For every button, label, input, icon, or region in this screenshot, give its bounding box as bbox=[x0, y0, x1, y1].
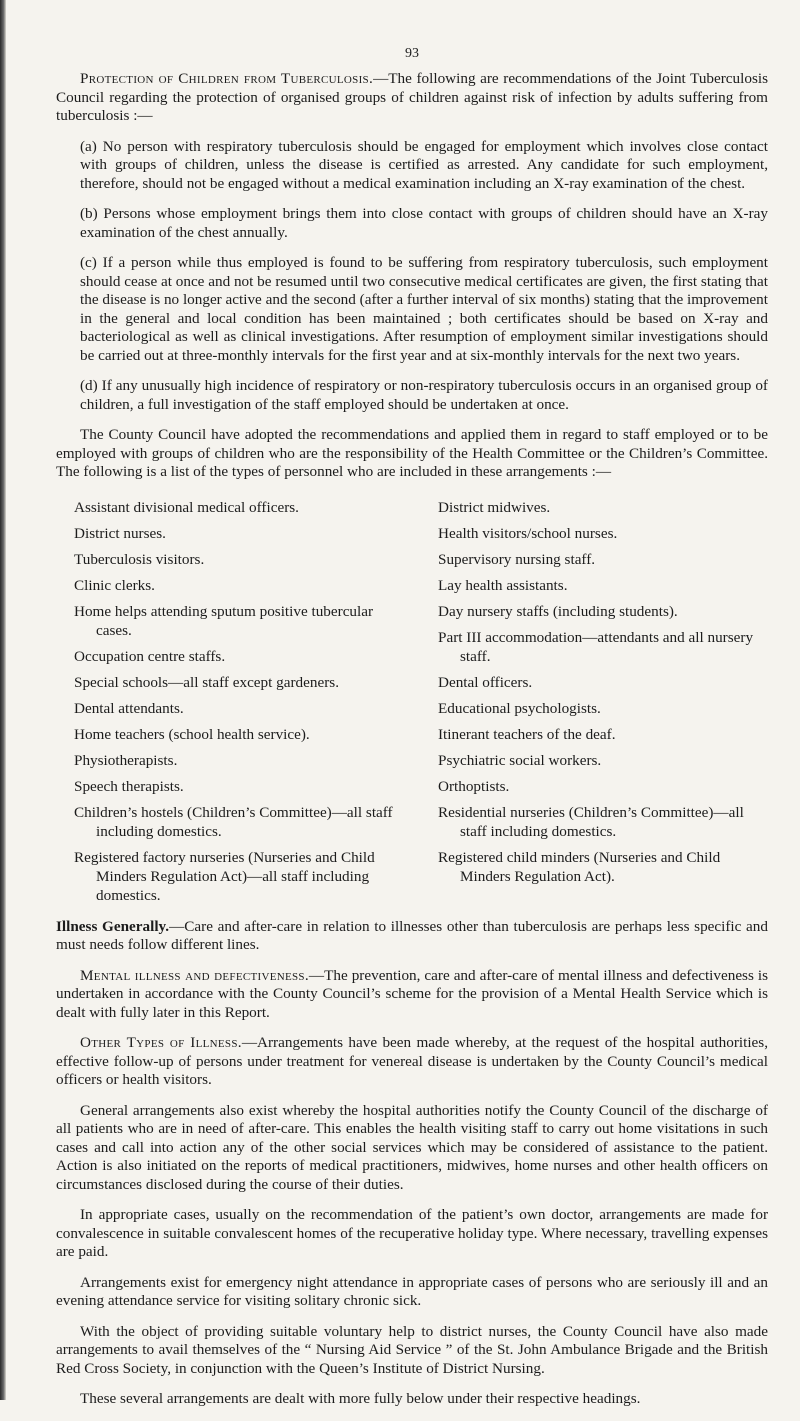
list-item: Educational psychologists. bbox=[438, 699, 601, 717]
list-item: Residential nurseries (Children’s Committee)—all staff including domestics. bbox=[438, 803, 744, 840]
list-item: Physiotherapists. bbox=[74, 751, 178, 769]
personnel-list bbox=[56, 498, 768, 912]
convalescence-paragraph: In appropriate cases, usually on the recommendation of the patient’s own doctor, arrangements are made for convalescence in suitable convalescent homes of the recuperative holiday type. Where necessary, travelling expenses are paid. bbox=[56, 1206, 768, 1260]
list-item: Lay health assistants. bbox=[438, 576, 568, 594]
list-item: Speech therapists. bbox=[74, 777, 184, 795]
intro-heading: Protection of Children from Tuberculosis. bbox=[80, 70, 374, 87]
list-item: Home teachers (school health service). bbox=[74, 725, 310, 743]
list-item: Registered factory nurseries (Nurseries and Child Minders Regulation Act)—all staff including domestics. bbox=[74, 848, 375, 904]
general-arrangements-paragraph: General arrangements also exist whereby the hospital authorities notify the County Council of the discharge of all patients who are in need of after-care. This enables the health visiting staff to carry out home visitations in such cases and call into action any of the other social services which may be considered of assistance to the patient. Action is also initiated on the reports of medical practitioners, midwives, home nurses and other health officers on circumstances disclosed during the course of their duties. bbox=[56, 1101, 768, 1193]
list-item: Psychiatric social workers. bbox=[438, 751, 602, 769]
list-item: District nurses. bbox=[74, 524, 166, 542]
other-illness-paragraph bbox=[56, 1034, 768, 1090]
closing-paragraph: These several arrangements are dealt with more fully below under their respective headings. bbox=[80, 1390, 641, 1407]
personnel-list-right bbox=[438, 498, 768, 912]
personnel-list-left bbox=[56, 498, 400, 912]
recommendation-c: (c) If a person while thus employed is found to be suffering from respiratory tuberculosis, such employment should cease at once and not be resumed until two consecutive medical certificates are given, the first stating that the disease is no longer active and the second (after a further interval of six months) stating that the improvement in the general and local condition has been maintained ; both certificates should be based on X-ray and bacteriological as well as clinical investigations. After resumption of employment similar investigations should be carried out at three-monthly intervals for the first year and at six-monthly intervals for the next two years. bbox=[80, 254, 768, 364]
list-item: Clinic clerks. bbox=[74, 576, 155, 594]
illness-text: —Care and after-care in relation to illnesses other than tuberculosis are perhaps less specific and must needs follow different lines. bbox=[56, 917, 768, 953]
voluntary-help-paragraph: With the object of providing suitable voluntary help to district nurses, the County Council have also made arrangements to avail themselves of the “ Nursing Aid Service ” of the St. John Ambulance Brigade and the British Red Cross Society, in conjunction with the Queen’s Institute of District Nursing. bbox=[56, 1322, 768, 1377]
list-item: Health visitors/school nurses. bbox=[438, 524, 618, 542]
list-item: Orthoptists. bbox=[438, 777, 510, 795]
list-item: Registered child minders (Nurseries and Child Minders Regulation Act). bbox=[438, 848, 721, 885]
list-item: Home helps attending sputum positive tubercular cases. bbox=[74, 602, 374, 639]
intro-text: —The following are recommendations of the Joint Tuberculosis Council regarding the protection of organised groups of children against risk of infection by adults suffering from tuberculosis :— bbox=[56, 70, 768, 124]
intro-paragraph bbox=[56, 70, 768, 126]
list-item: Dental attendants. bbox=[74, 699, 184, 717]
list-item: Assistant divisional medical officers. bbox=[74, 498, 299, 516]
mental-text: —The prevention, care and after-care of mental illness and defectiveness is undertaken in accordance with the County Council’s scheme for the provision of a Mental Health Service which is dealt with fully later in this Report. bbox=[56, 966, 768, 1021]
list-item: Day nursery staffs (including students). bbox=[438, 602, 678, 620]
night-attendance-paragraph: Arrangements exist for emergency night attendance in appropriate cases of persons who are seriously ill and an evening attendance service for visiting solitary chronic sick. bbox=[56, 1273, 768, 1309]
illness-paragraph bbox=[56, 918, 768, 955]
page-content bbox=[56, 70, 768, 1421]
list-item: Tuberculosis visitors. bbox=[74, 550, 205, 568]
document-page bbox=[56, 0, 768, 1407]
scan-edge bbox=[0, 0, 6, 1400]
mental-paragraph bbox=[56, 967, 768, 1023]
recommendation-b: (b) Persons whose employment brings them into close contact with groups of children should have an X-ray examination of the chest annually. bbox=[80, 205, 768, 241]
list-item: Special schools—all staff except gardeners. bbox=[74, 673, 339, 691]
illness-heading: Illness Generally. bbox=[56, 917, 170, 935]
list-item: Supervisory nursing staff. bbox=[438, 550, 596, 568]
recommendation-a: (a) No person with respiratory tuberculosis should be engaged for employment which involves close contact with groups of children, unless the disease is certified as arrested. Any candidate for such employment, therefore, should not be engaged without a medical examination including an X-ray examination of the chest. bbox=[80, 137, 768, 192]
page-number: 93 bbox=[405, 46, 419, 61]
other-illness-text: —Arrangements have been made whereby, at the request of the hospital authorities, effective follow-up of persons under treatment for venereal disease is undertaken by the County Council’s medical officers or health visitors. bbox=[56, 1034, 768, 1088]
list-item: Dental officers. bbox=[438, 673, 533, 691]
mental-heading: Mental illness and defectiveness. bbox=[80, 966, 309, 984]
list-item: District midwives. bbox=[438, 498, 551, 516]
list-item: Occupation centre staffs. bbox=[74, 647, 226, 665]
other-illness-heading: Other Types of Illness. bbox=[80, 1034, 242, 1051]
list-item: Children’s hostels (Children’s Committee)—all staff including domestics. bbox=[74, 803, 393, 840]
list-item: Part III accommodation—attendants and all nursery staff. bbox=[438, 628, 754, 665]
adoption-paragraph: The County Council have adopted the recommendations and applied them in regard to staff employed or to be employed with groups of children who are the responsibility of the Health Committee or the Children’s Committee. The following is a list of the types of personnel who are included in these arrangements :— bbox=[56, 426, 768, 480]
list-item: Itinerant teachers of the deaf. bbox=[438, 725, 616, 743]
recommendation-d: (d) If any unusually high incidence of respiratory or non-respiratory tuberculosis occurs in an organised group of children, a full investigation of the staff employed should be undertaken at once. bbox=[80, 377, 768, 413]
